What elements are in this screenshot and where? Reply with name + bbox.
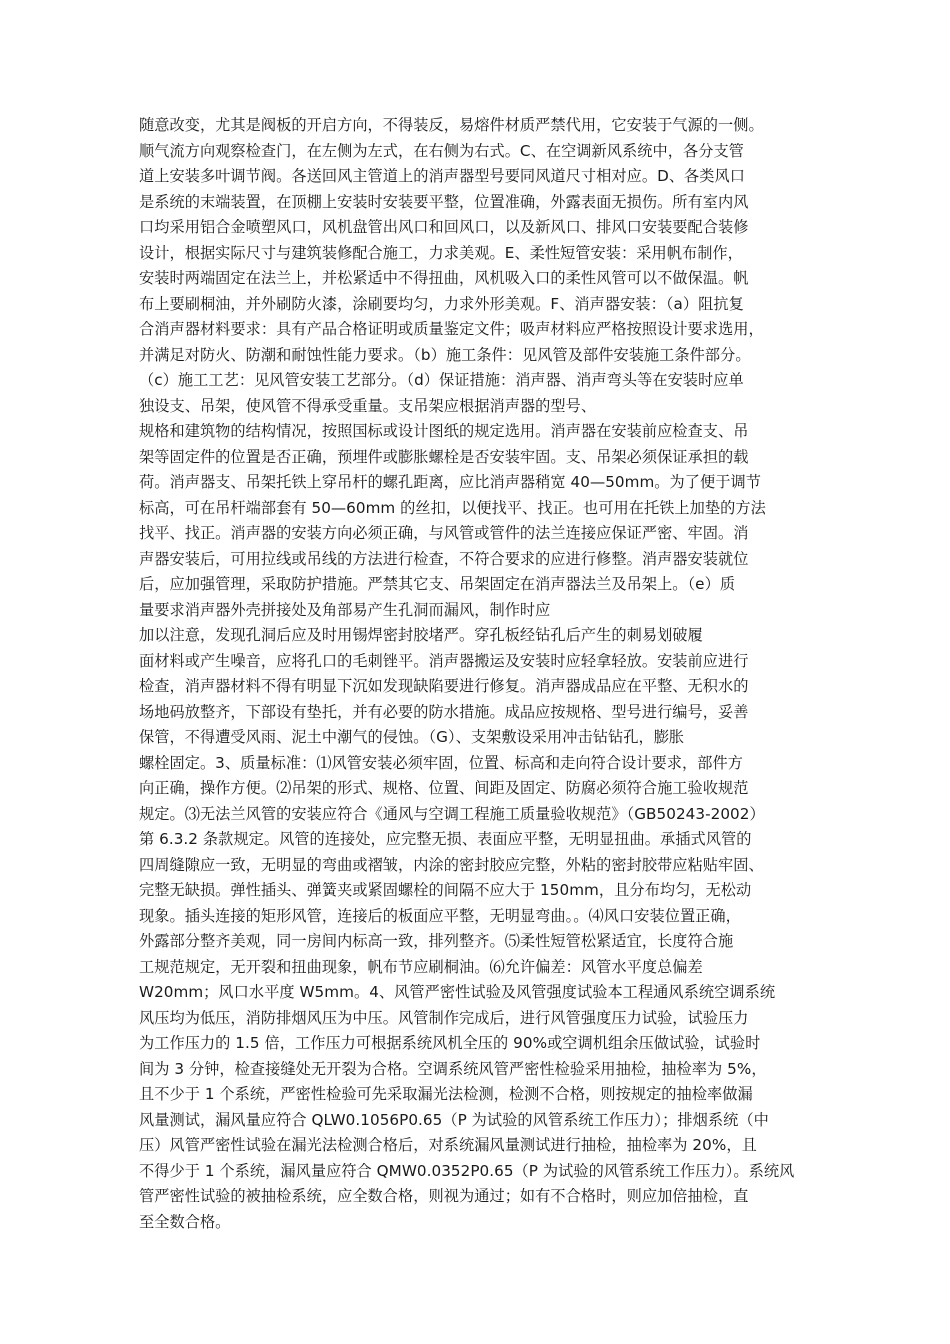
text-line-44: 至全数合格。 [139,1212,231,1231]
text-line-8: 布上要刷桐油，并外刷防火漆，涂刷要均匀，力求外形美观。F、消声器安装：（a）阻抗复 [139,294,744,313]
text-line-40: 风量测试，漏风量应符合 QLW0.1056P0.65（P 为试验的风管系统工作压力）；排烟系统（中 [139,1110,769,1129]
text-line-42: 不得少于 1 个系统，漏风量应符合 QMW0.0352P0.65（P 为试验的风管系统工作压力）。系统风 [139,1161,795,1180]
text-line-28: 规定。⑶无法兰风管的安装应符合《通风与空调工程施工质量验收规范》（GB50243-2002） [139,804,765,823]
text-line-33: 外露部分整齐美观，同一房间内标高一致，排列整齐。⑸柔性短管松紧适宜，长度符合施 [139,932,734,950]
text-line-18: 声器安装后，可用拉线或吊线的方法进行检查，不符合要求的应进行修整。消声器安装就位 [139,549,749,568]
text-line-25: 保管，不得遭受风雨、泥土中潮气的侵蚀。（G）、支架敷设采用冲击钻钻孔，膨胀 [139,728,685,746]
text-line-41: 压）风管严密性试验在漏光法检测合格后，对系统漏风量测试进行抽检，抽检率为 20%，且 [139,1136,757,1154]
text-line-31: 完整无缺损。弹性插头、弹簧夹或紧固螺栓的间隔不应大于 150mm，且分布均匀，无松动 [139,881,752,899]
text-line-23: 检查，消声器材料不得有明显下沉如发现缺陷要进行修复。消声器成品应在平整、无积水的 [139,677,749,695]
text-line-9: 合消声器材料要求：具有产品合格证明或质量鉴定文件；吸声材料应严格按照设计要求选用， [139,320,764,338]
text-line-2: 顺气流方向观察检查门，在左侧为左式，在右侧为右式。C、在空调新风系统中，各分支管 [139,141,744,160]
text-line-10: 并满足对防火、防潮和耐蚀性能力要求。（b）施工条件：见风管及部件安装施工条件部分。 [139,345,751,364]
text-line-34: 工规范规定，无开裂和扭曲现象，帆布节应刷桐油。⑹允许偏差：风管水平度总偏差 [139,957,703,976]
text-line-12: 独设支、吊架，使风管不得承受重量。支吊架应根据消声器的型号、 [139,396,597,415]
text-line-4: 是系统的末端装置，在顶棚上安装时安装要平整，位置准确，外露表面无损伤。所有室内风 [139,192,749,211]
text-line-39: 且不少于 1 个系统，严密性检验可先采取漏光法检测，检测不合格，则按规定的抽检率做漏 [139,1085,753,1103]
text-line-43: 管严密性试验的被抽检系统，应全数合格，则视为通过；如有不合格时，则应加倍抽检，直 [139,1187,749,1205]
text-line-1: 随意改变，尤其是阀板的开启方向，不得装反，易熔件材质严禁代用，它安装于气源的一侧。 [139,116,764,134]
text-line-6: 设计，根据实际尺寸与建筑装修配合施工，力求美观。E、柔性短管安装：采用帆布制作， [139,243,743,262]
text-line-37: 为工作压力的 1.5 倍，工作压力可根据系统风机全压的 90%或空调机组余压做试验，试验时 [139,1034,761,1052]
text-line-14: 架等固定件的位置是否正确，预埋件或膨胀螺栓是否安装牢固。支、吊架必须保证承担的载 [139,447,749,466]
text-line-27: 向正确，操作方便。⑵吊架的形式、规格、位置、间距及固定、防腐必须符合施工验收规范 [139,779,749,797]
text-line-24: 场地码放整齐，下部设有垫托，并有必要的防水措施。成品应按规格、型号进行编号，妥善 [139,702,749,721]
text-line-20: 量要求消声器外壳拼接处及角部易产生孔洞而漏风，制作时应 [139,600,551,619]
text-line-3: 道上安装多叶调节阀。各送回风主管道上的消声器型号要同风道尺寸相对应。D、各类风口 [139,167,746,185]
text-line-7: 安装时两端固定在法兰上，并松紧适中不得扭曲，风机吸入口的柔性风管可以不做保温。帆 [139,269,749,287]
text-line-26: 螺栓固定。3、质量标准：⑴风管安装必须牢固，位置、标高和走向符合设计要求，部件方 [139,753,743,772]
text-line-11: （c）施工工艺：见风管安装工艺部分。（d）保证措施：消声器、消声弯头等在安装时应单 [139,371,744,389]
text-line-13: 规格和建筑物的结构情况，按照国标或设计图纸的规定选用。消声器在安装前应检查支、吊 [139,422,749,440]
text-line-32: 现象。插头连接的矩形风管，连接后的板面应平整，无明显弯曲。。⑷风口安装位置正确， [139,906,741,925]
text-line-19: 后，应加强管理，采取防护措施。严禁其它支、吊架固定在消声器法兰及吊架上。（e）质 [139,575,736,593]
text-line-16: 标高，可在吊杆端部套有 50—60mm 的丝扣，以便找平、找正。也可用在托铁上加垫的方法 [139,498,766,517]
text-line-29: 第 6.3.2 条款规定。风管的连接处，应完整无损、表面应平整，无明显扭曲。承插式风管的 [139,830,752,848]
text-line-15: 荷。消声器支、吊架托铁上穿吊杆的螺孔距离，应比消声器稍宽 40—50mm。为了便于调节 [139,473,761,491]
text-line-17: 找平、找正。消声器的安装方向必须正确，与风管或管件的法兰连接应保证严密、牢固。消 [139,524,749,542]
text-line-5: 口均采用铝合金喷塑风口，风机盘管出风口和回风口，以及新风口、排风口安装要配合装修 [139,218,749,236]
text-line-22: 面材料或产生噪音，应将孔口的毛刺锉平。消声器搬运及安装时应轻拿轻放。安装前应进行 [139,651,749,670]
text-line-21: 加以注意，发现孔洞后应及时用锡焊密封胶堵严。穿孔板经钻孔后产生的刺易划破履 [139,626,703,644]
text-line-36: 风压均为低压，消防排烟风压为中压。风管制作完成后，进行风管强度压力试验，试验压力 [139,1008,749,1027]
text-line-35: W20mm；风口水平度 W5mm。4、风管严密性试验及风管强度试验本工程通风系统空调系统 [139,983,776,1001]
text-line-38: 间为 3 分钟，检查接缝处无开裂为合格。空调系统风管严密性检验采用抽检，抽检率为 5%， [139,1059,767,1078]
text-line-30: 四周缝隙应一致，无明显的弯曲或褶皱，内涂的密封胶应完整，外粘的密封胶带应粘贴牢固、 [139,855,764,874]
body-text [139,113,815,1235]
